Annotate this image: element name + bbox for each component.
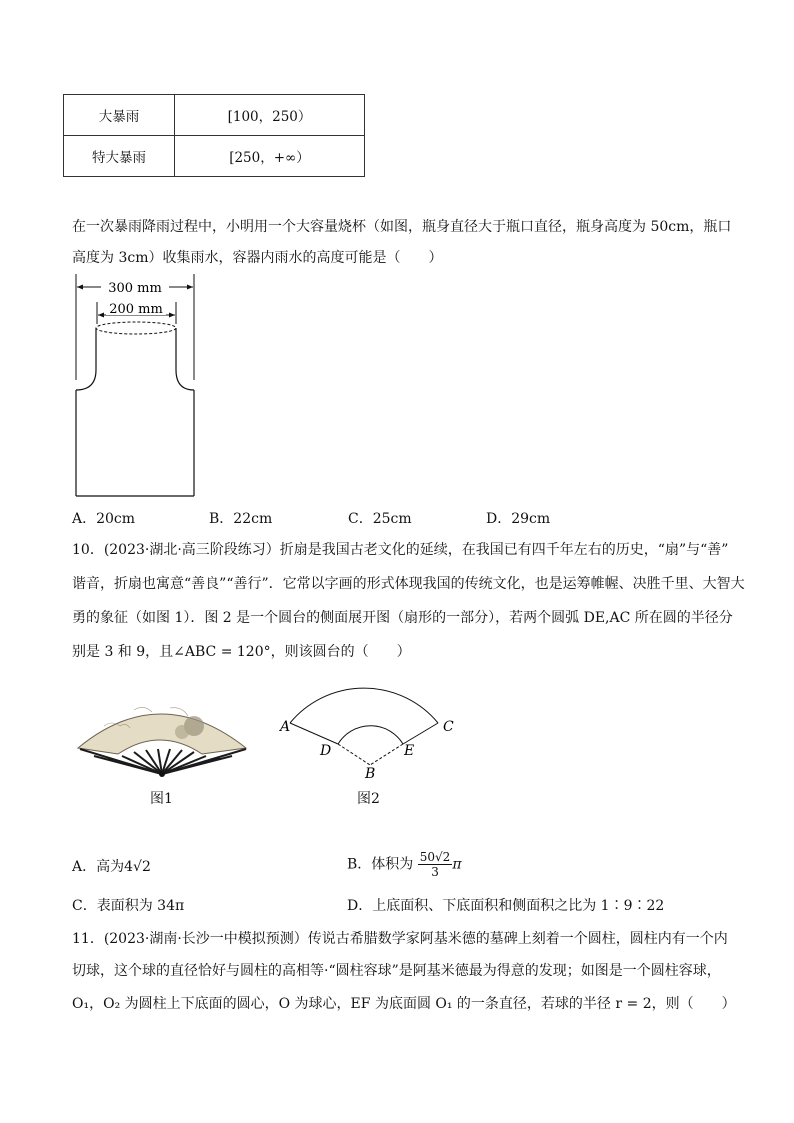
point-b-label: B (365, 766, 376, 782)
rainfall-table (63, 94, 365, 177)
point-a-label: A (280, 719, 291, 735)
point-e-label: E (404, 743, 415, 759)
q10-option-b (347, 850, 462, 879)
q10-option-a-prefix: A．高为 (72, 859, 125, 875)
figure-1-caption: 图1 (150, 791, 173, 807)
q10-stem-line1: 10．(2023·湖北·高三阶段练习）折扇是我国古老文化的延续，在我国已有四千年左右的历史，“扇”与“善” (72, 542, 729, 558)
q9-stem-line2: 高度为 3cm）收集雨水，容器内雨水的高度可能是（ ） (72, 250, 443, 266)
sector-diagram (278, 683, 458, 783)
table-row (64, 136, 365, 177)
table-cell-range: [100，250） (175, 95, 365, 136)
q11-stem-line1: 11．(2023·湖南·长沙一中模拟预测）传说古希腊数学家阿基米德的墓碑上刻着一个圆柱，圆柱内有一个内 (72, 931, 728, 947)
table-cell-range: [250，+∞） (175, 136, 365, 177)
folding-fan-image (74, 686, 254, 778)
figure-2-caption: 图2 (357, 791, 380, 807)
q10-option-a-math: 4√2 (124, 859, 151, 875)
point-d-label: D (320, 743, 332, 759)
q10-option-d: D．上底面积、下底面积和侧面积之比为 1∶9∶22 (347, 898, 665, 914)
fraction-denominator: 3 (431, 865, 439, 879)
beaker-figure (70, 272, 210, 504)
outer-diameter-label: 300 mm (108, 281, 162, 296)
q9-option-d: D．29cm (486, 511, 551, 527)
fraction-numerator: 50√2 (419, 850, 451, 864)
q11-stem-line3: O₁，O₂ 为圆柱上下底面的圆心，O 为球心，EF 为底面圆 O₁ 的一条直径，若球的半径 r = 2，则（ ） (72, 996, 736, 1012)
point-c-label: C (443, 719, 454, 735)
inner-diameter-label: 200 mm (109, 302, 163, 317)
q9-stem-line1: 在一次暴雨降雨过程中，小明用一个大容量烧杯（如图，瓶身直径大于瓶口直径，瓶身高度为 50cm，瓶口 (72, 219, 732, 235)
q10-option-b-prefix: B．体积为 (347, 856, 414, 873)
q9-option-b: B．22cm (209, 511, 273, 527)
q10-option-b-pi: π (452, 856, 462, 873)
table-row (64, 95, 365, 136)
table-cell-level: 大暴雨 (64, 95, 175, 136)
q11-stem-line2: 切球，这个球的直径恰好与圆柱的高相等·“圆柱容球”是阿基米德最为得意的发现；如图是一个圆柱容球， (72, 963, 721, 979)
q10-option-b-fraction (418, 850, 453, 879)
q10-option-a (72, 858, 151, 876)
q10-stem-line2: 谐音，折扇也寓意“善良”“善行”．它常以字画的形式体现我国的传统文化，也是运筹帷幄、决胜千里、大智大 (72, 576, 745, 592)
q10-option-c: C．表面积为 34π (72, 898, 185, 914)
q10-stem-line3: 勇的象征（如图 1）．图 2 是一个圆台的侧面展开图（扇形的一部分），若两个圆弧 DE,AC 所在圆的半径分 (72, 610, 733, 626)
q10-stem-line4: 别是 3 和 9，且∠ABC = 120°，则该圆台的（ ） (72, 644, 411, 660)
table-cell-level: 特大暴雨 (64, 136, 175, 177)
q9-option-a: A．20cm (72, 511, 136, 527)
q9-option-c: C．25cm (348, 511, 412, 527)
